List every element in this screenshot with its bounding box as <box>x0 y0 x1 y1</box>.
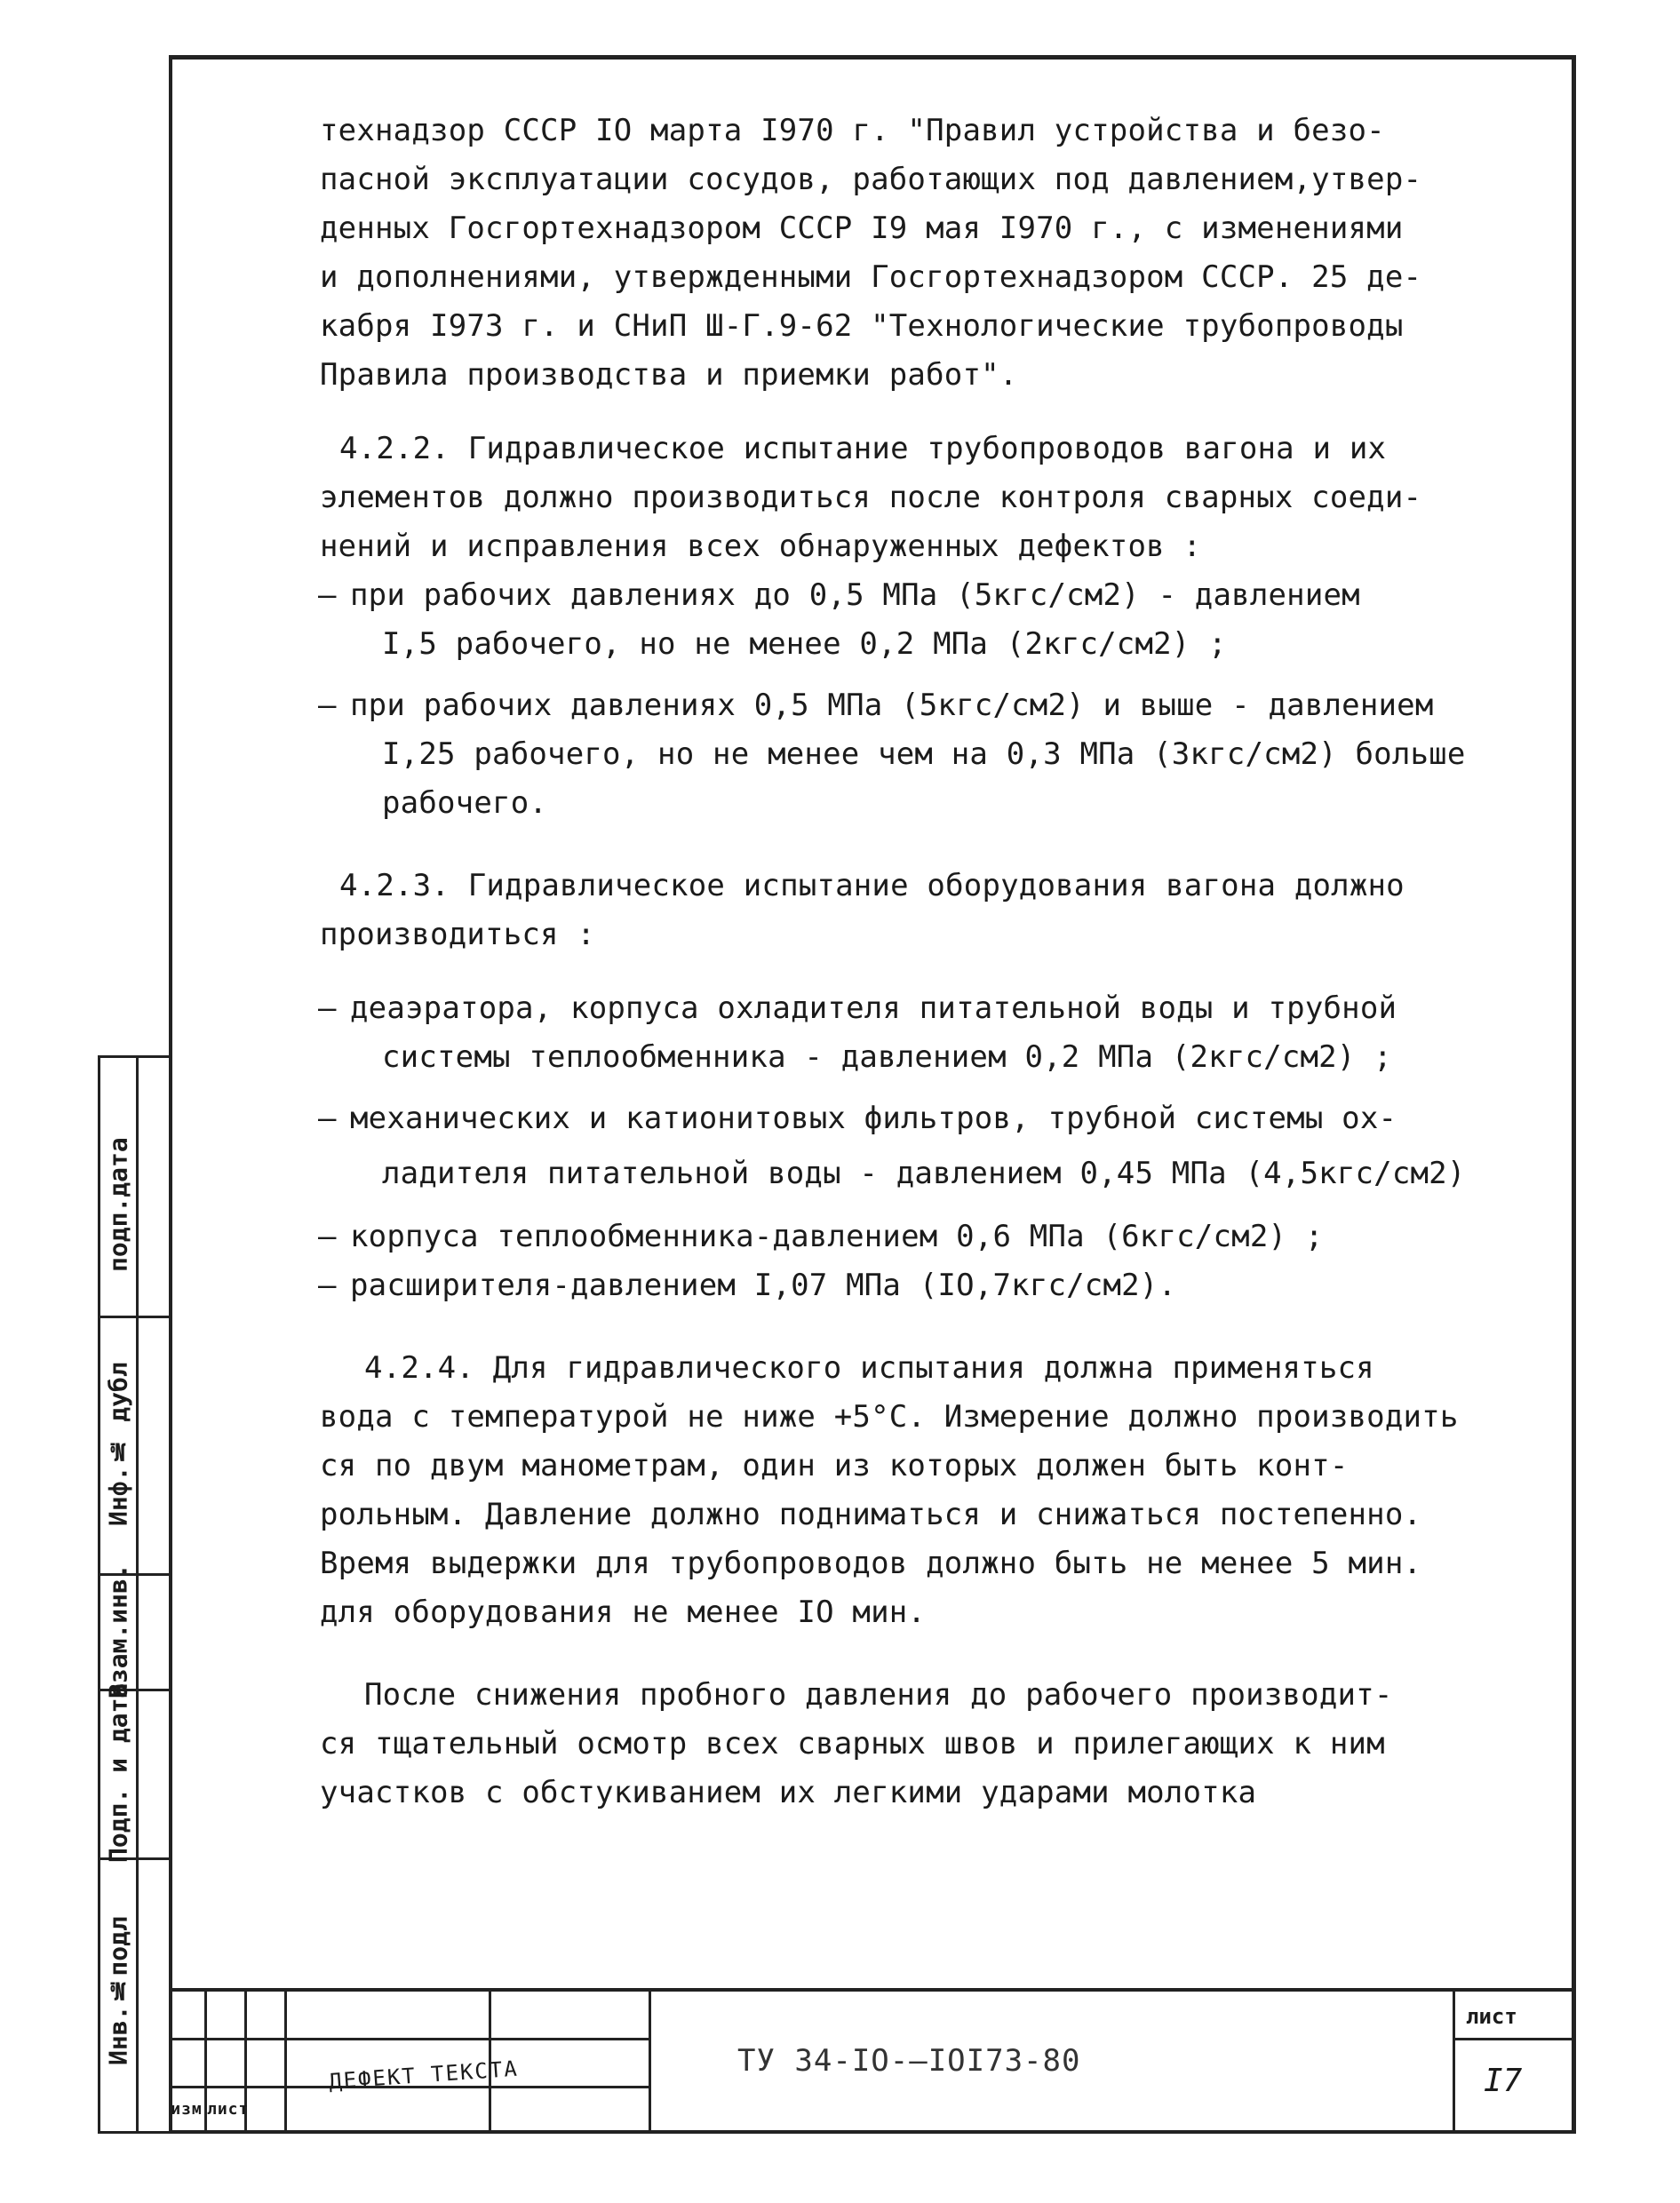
side-stamp-label: подп.дата <box>103 1137 133 1272</box>
list-item: – расширителя-давлением I,07 МПа (IO,7кгс/см2). <box>320 1261 1564 1310</box>
side-stamp-label: Взам.инв. <box>103 1563 133 1698</box>
title-block-rule <box>169 2038 649 2040</box>
text-line: денных Госгортехнадзором СССР I9 мая I970 г., с изменениями <box>320 211 1404 246</box>
section-4-2-2-heading-line: 4.2.2. Гидравлическое испытание трубопроводов вагона и их <box>339 431 1387 466</box>
text-line: рольным. Давление должно подниматься и снижаться постепенно. <box>320 1497 1422 1532</box>
text-line: и дополнениями, утвержденными Госгортехнадзором СССР. 25 де- <box>320 259 1422 295</box>
list-label: лист <box>207 2100 250 2119</box>
text-line: для оборудования не менее IO мин. <box>320 1595 927 1630</box>
list-item: – деаэратора, корпуса охладителя питательной воды и трубной <box>320 984 1564 1033</box>
side-stamp-label: Инв.№подл <box>103 1916 133 2065</box>
sheet-label: лист <box>1466 2004 1517 2029</box>
text-line: После снижения пробного давления до рабочего производит- <box>364 1677 1393 1713</box>
title-block-rule <box>284 1992 287 2130</box>
section-4-2-4-heading-line: 4.2.4. Для гидравлического испытания должна применяться <box>364 1350 1374 1386</box>
section-4-2-3-heading-line: 4.2.3. Гидравлическое испытание оборудования вагона должно <box>339 868 1405 903</box>
side-stamp-label: Инф.№ дубл <box>103 1362 133 1527</box>
text-line: участков с обстукиванием их легкими ударами молотка <box>320 1775 1257 1810</box>
text-line: нений и исправления всех обнаруженных дефектов : <box>320 529 1202 564</box>
title-block-rule <box>649 1992 651 2130</box>
list-item: – механических и катионитовых фильтров, трубной системы ох- <box>320 1094 1564 1143</box>
text-line: Время выдержки для трубопроводов должно быть не менее 5 мин. <box>320 1546 1422 1581</box>
defect-stamp: ДЕФЕКТ ТЕКСТА <box>328 2056 520 2095</box>
list-item: – корпуса теплообменника-давлением 0,6 МПа (6кгс/см2) ; <box>320 1213 1564 1261</box>
title-block <box>169 1988 1576 2134</box>
side-stamp-label: Подп. и дата <box>103 1682 133 1864</box>
text-line: ся тщательный осмотр всех сварных швов и прилегающих к ним <box>320 1726 1385 1762</box>
list-item: – при рабочих давлениях до 0,5 МПа (5кгс/см2) - давлением <box>320 571 1564 620</box>
text-line: системы теплообменника - давлением 0,2 МПа (2кгс/см2) ; <box>382 1039 1392 1075</box>
text-line: I,5 рабочего, но не менее 0,2 МПа (2кгс/см2) ; <box>382 626 1227 662</box>
text-line: I,25 рабочего, но не менее чем на 0,3 МПа (3кгс/см2) больше <box>382 736 1466 772</box>
izm-label: изм <box>171 2100 203 2119</box>
text-line: Правила производства и приемки работ". <box>320 357 1018 393</box>
text-line: ладителя питательной воды - давлением 0,45 МПа (4,5кгс/см2) <box>382 1156 1466 1191</box>
document-body <box>320 107 1564 1817</box>
sheet-number: I7 <box>1484 2063 1523 2099</box>
text-line: ся по двум манометрам, один из которых должен быть конт- <box>320 1448 1349 1483</box>
list-item: – при рабочих давлениях 0,5 МПа (5кгс/см2) и выше - давлением <box>320 681 1564 730</box>
title-block-rule <box>1453 1992 1455 2130</box>
text-line: рабочего. <box>382 785 548 821</box>
side-stamp <box>98 1055 169 2134</box>
text-line: технадзор СССР IO марта I970 г. "Правил устройства и безо- <box>320 113 1385 148</box>
text-line: пасной эксплуатации сосудов, работающих под давлением,утвер- <box>320 162 1422 197</box>
text-line: вода с температурой не ниже +5°С. Измерение должно производить <box>320 1399 1459 1435</box>
text-line: элементов должно производиться после контроля сварных соеди- <box>320 480 1422 515</box>
document-code: ТУ 34-IO-—IOI73-80 <box>737 2043 1081 2079</box>
title-block-rule <box>1453 2038 1576 2040</box>
text-line: производиться : <box>320 917 596 952</box>
text-line: кабря I973 г. и СНиП Ш-Г.9-62 "Технологические трубопроводы <box>320 308 1404 344</box>
